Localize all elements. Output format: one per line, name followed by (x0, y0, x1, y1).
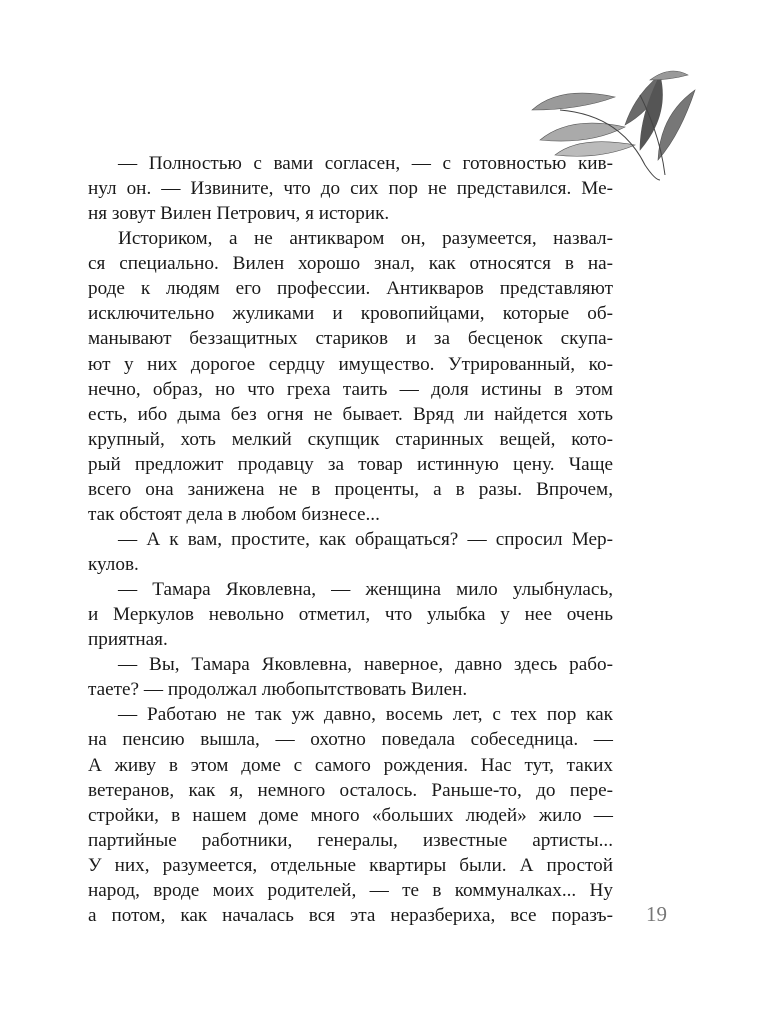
text-line: рый предложит продавцу за товар истинную цену. Чаще (88, 453, 613, 475)
text-line: стройки, в нашем доме много «больших людей» жило — (88, 804, 613, 826)
text-line: У них, разумеется, отдельные квартиры были. А простой (88, 854, 613, 876)
text-line: ся специально. Вилен хорошо знал, как относятся в на- (88, 253, 613, 275)
text-line: так обстоят дела в любом бизнесе... (88, 503, 380, 525)
text-line: роде к людям его профессии. Антикваров представляют (88, 278, 613, 300)
text-line: а потом, как началась вся эта неразбериха, все поразъ- (88, 904, 613, 926)
text-line: партийные работники, генералы, известные артисты... (88, 829, 613, 851)
text-line: исключительно жуликами и кровопийцами, которые об- (88, 303, 613, 325)
text-line: — А к вам, простите, как обращаться? — спросил Мер- (118, 528, 613, 550)
text-line: Историком, а не антикваром он, разумеется, назвал- (118, 228, 613, 250)
text-line: есть, ибо дыма без огня не бывает. Вряд ли найдется хоть (88, 403, 613, 425)
text-line: нечно, образ, но что греха таить — доля истины в этом (88, 378, 613, 400)
text-line: таете? — продолжал любопытствовать Вилен. (88, 679, 468, 701)
text-line: всего она занижена не в проценты, а в разы. Впрочем, (88, 478, 613, 500)
text-line: нул он. — Извините, что до сих пор не представился. Ме- (88, 178, 613, 200)
text-line: манывают беззащитных стариков и за бесценок скупа- (88, 328, 613, 350)
text-line: — Работаю не так уж давно, восемь лет, с тех пор как (118, 704, 613, 726)
text-line: А живу в этом доме с самого рождения. Нас тут, таких (88, 754, 613, 776)
body-text (88, 151, 613, 928)
text-line: ветеранов, как я, немного осталось. Раньше-то, до пере- (88, 779, 613, 801)
text-line: приятная. (88, 629, 168, 651)
text-line: крупный, хоть мелкий скупщик старинных вещей, кото- (88, 428, 613, 450)
text-line: и Меркулов невольно отметил, что улыбка у нее очень (88, 604, 613, 626)
text-line: — Тамара Яковлевна, — женщина мило улыбнулась, (118, 579, 613, 601)
text-line: кулов. (88, 554, 139, 575)
text-line: ют у них дорогое сердцу имущество. Утрированный, ко- (88, 353, 613, 375)
text-line: на пенсию вышла, — охотно поведала собеседница. — (88, 729, 613, 751)
text-line: — Полностью с вами согласен, — с готовностью кив- (118, 153, 613, 174)
text-line: — Вы, Тамара Яковлевна, наверное, давно здесь рабо- (118, 654, 613, 676)
page-number: 19 (646, 902, 667, 926)
text-line: ня зовут Вилен Петрович, я историк. (88, 203, 390, 225)
text-line: народ, вроде моих родителей, — те в коммуналках... Ну (88, 879, 613, 901)
